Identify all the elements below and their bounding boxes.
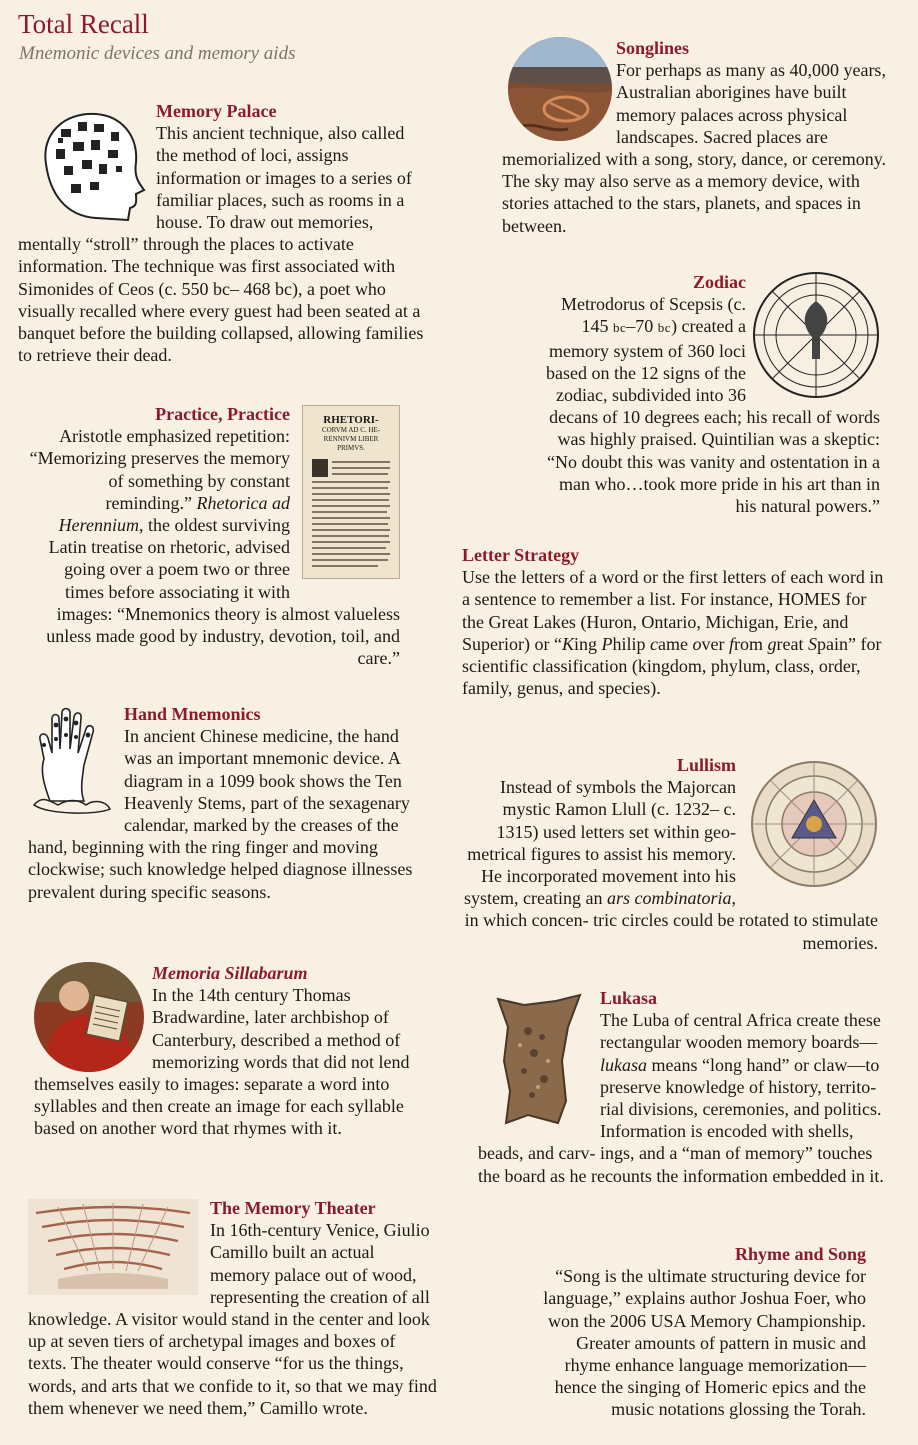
- letter-word-2: hilip: [612, 633, 651, 654]
- heading-lukasa: Lukasa: [600, 988, 658, 1008]
- book-caption-1: RHETORI-: [323, 414, 379, 426]
- letter-s: S: [807, 633, 817, 654]
- heading-memory-palace: Memory Palace: [156, 101, 277, 121]
- section-memory-theater: [28, 1197, 438, 1419]
- text-rhyme-and-song: “Song is the ultimate structuring device for language,” explains author Joshua Foer, who won the 2006 USA Memory Championship. Greater amounts of pattern in music and rhyme enhance language memorization— hence the singing of Homeric epics and the music notations glossing the Torah.: [543, 1266, 866, 1420]
- text-memory-theater: In 16th-century Venice, Giulio Camillo built an actual memory palace out of wood, representing the creation of all knowledge. A visitor would stand in the center and look up at seven tiers of archetypal images and boxes of texts. The theater would conserve “for us the things, words, and arts that we confide to it, so that we may find them whenever we need them,” Camillo wrote.: [28, 1220, 437, 1418]
- term-ars-combinatoria: ars combinatoria: [606, 888, 732, 909]
- zodiac-era-label-1: bc: [613, 320, 627, 336]
- heading-memoria-sillabarum: Memoria Sillabarum: [152, 963, 308, 983]
- letter-text-end: pain” for scientific classification (kingdom, phylum, class, order, family, genus, and species).: [462, 633, 882, 699]
- heading-practice: Practice, Practice: [155, 404, 290, 424]
- lullian-wheel-diagram: [750, 760, 878, 888]
- lullism-text-part-1: Instead of symbols the Majorcan mystic Ramon Llull (c. 1232– c. 1315) used letters set within geo- metrical figures to assist his memory. He incorporated movement into his system, creating an: [464, 777, 736, 909]
- zodiac-era-label-2: bc: [657, 320, 672, 336]
- book-caption-2: CORVM AD C. HE-: [321, 426, 381, 434]
- letter-f: f: [728, 633, 734, 654]
- rhetorica-book-page: [302, 405, 400, 579]
- section-lukasa: [478, 987, 892, 1187]
- letter-o: o: [692, 633, 702, 654]
- hand-diagram-illustration: [28, 705, 114, 817]
- term-lukasa: lukasa: [600, 1054, 647, 1075]
- lukasa-text-part-2: means “long hand” or claw—to preserve knowledge of history, territo- rial divisions, ceremonies, and politics. Information is encoded with shells, beads, and carv- ings, and a “man of memory” touches the board as he recounts the information embedded in it.: [478, 1054, 884, 1186]
- text-letter-strategy: [462, 566, 892, 699]
- section-lullism: [458, 754, 878, 954]
- letter-g: g: [767, 633, 777, 654]
- letter-c: c: [650, 633, 659, 654]
- letter-word-1: ing: [573, 633, 602, 654]
- monk-portrait: [34, 962, 144, 1072]
- book-caption-3: RENNIVM LIBER: [323, 435, 379, 443]
- letter-k: K: [561, 633, 574, 654]
- rock-art-landscape: [508, 37, 612, 141]
- book-caption-4: PRIMVS.: [337, 444, 365, 452]
- section-memory-palace: [18, 100, 430, 366]
- zodiac-text-part-3: ) created a memory system of 360 loci based on the 12 signs of the zodiac, subdivided into 36 decans of 10 degrees each; his recall of words was highly praised. Quintilian was a skeptic: “No doubt this was vanity and ostentation in a man who…took more pride in his art than in his natural powers.”: [546, 316, 880, 517]
- lukasa-text-part-1: The Luba of central Africa create these rectangular wooden memory boards—: [600, 1010, 881, 1053]
- text-memory-palace: This ancient technique, also called the method of loci, assigns information or images to a series of familiar places, such as rooms in a house. To draw out memories, mentally “stroll” through the places to activate information. The technique was first associated with Simonides of Ceos (c. 550 bc– 468 bc), a poet who visually recalled where every guest had been seated at a banquet before the building collapsed, allowing families to retrieve their dead.: [18, 123, 424, 366]
- letter-word-3: ame: [658, 633, 693, 654]
- heading-memory-theater: The Memory Theater: [210, 1198, 376, 1218]
- memory-theater-engraving: [28, 1199, 198, 1295]
- text-songlines: For perhaps as many as 40,000 years, Australian aborigines have built memory palaces across physical landscapes. Sacred places are memorialized with a song, story, dance, or ceremony. The sky may also serve as a memory device, with stories attached to the stars, planets, and spaces in between.: [502, 60, 887, 236]
- book-title-rhetorica: Rhetorica ad Herennium: [58, 492, 290, 536]
- heading-hand-mnemonics: Hand Mnemonics: [124, 704, 261, 724]
- letter-word-5: rom: [734, 633, 768, 654]
- section-practice: [28, 403, 400, 669]
- page-subtitle: Mnemonic devices and memory aids: [19, 43, 296, 64]
- section-hand-mnemonics: [28, 703, 428, 903]
- lukasa-board-photo: [484, 991, 588, 1129]
- section-songlines: [502, 37, 892, 237]
- letter-word-6: reat: [776, 633, 808, 654]
- heading-songlines: Songlines: [616, 38, 690, 58]
- lullism-text-part-2: , in which concen- tric circles could be rotated to stimulate memories.: [464, 888, 878, 953]
- page-title: Total Recall: [18, 9, 149, 39]
- phrenology-head-illustration: [26, 104, 146, 222]
- letter-text-intro: Use the letters of a word or the first letters of each word in a sentence to remember a list. For instance, HOMES for the Great Lakes (Huron, Ontario, Michigan, Erie, and Superior) or “: [462, 567, 884, 654]
- heading-lullism: Lullism: [676, 755, 736, 775]
- text-memoria-sillabarum: In the 14th century Thomas Bradwardine, later archbishop of Canterbury, described a method of memorizing words that did not lend themselves easily to images: separate a word into syllables and then create an image for each syllable based on another word that rhymes with it.: [34, 985, 410, 1139]
- practice-text-part-2: , the oldest surviving Latin treatise on rhetoric, advised going over a poem two or three times before associating it with images: “Mnemonics theory is almost valueless unless made good by industry, devotion, toil, and care.”: [46, 515, 400, 669]
- zodiac-text-part-1: Metrodorus of Scepsis (c. 145: [561, 294, 746, 337]
- zodiac-text-part-2: –70: [626, 316, 658, 337]
- letter-word-4: ver: [701, 633, 729, 654]
- text-hand-mnemonics: In ancient Chinese medicine, the hand was an important mnemonic device. A diagram in a 1099 book shows the Ten Heavenly Stems, part of the sexagenary calendar, marked by the creases of the hand, beginning with the ring finger and moving clockwise; such knowledge helped diagnose illnesses prevalent during specific seasons.: [28, 726, 413, 902]
- zodiac-wheel-engraving: [752, 271, 880, 399]
- heading-letter-strategy: Letter Strategy: [462, 545, 580, 565]
- section-memoria-sillabarum: [34, 962, 424, 1140]
- section-rhyme-and-song: [532, 1243, 866, 1421]
- heading-rhyme-and-song: Rhyme and Song: [734, 1244, 866, 1264]
- section-letter-strategy: [462, 544, 892, 699]
- letter-p: P: [601, 633, 613, 654]
- practice-text-part-1: Aristotle emphasized repetition: “Memorizing preserves the memory of something by constant reminding.”: [29, 426, 290, 513]
- heading-zodiac: Zodiac: [692, 272, 746, 292]
- section-zodiac: [534, 271, 880, 517]
